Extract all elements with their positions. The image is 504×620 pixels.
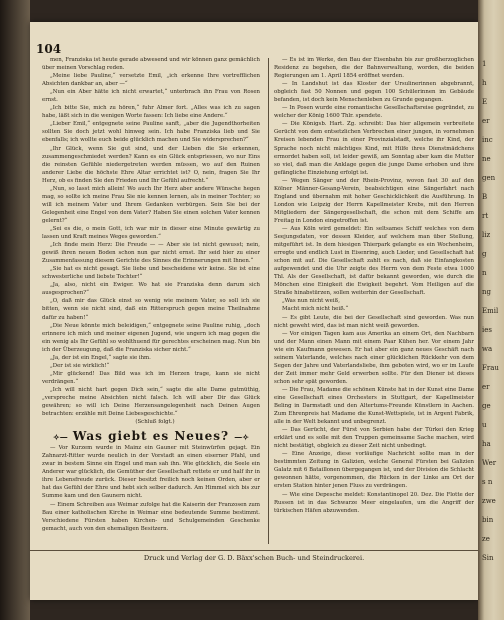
paragraph: „Ja, also, nicht ein Ewiger. Wo hat sie Franziska denn darum sich ausgesprochen?“ [42,282,260,297]
section-heading [42,429,260,444]
ornament-left-icon: ✧— [53,432,68,443]
paragraph: — In Posen wurde eine romantische Gesellschaftsreise gegründet, zu welcher der König 1600 Thlr. spendete. [274,105,474,120]
adjacent-page-fragment: Frau [482,364,499,372]
adjacent-page-fragment: Emil [482,307,499,315]
adjacent-page-fragment: ng [482,288,491,296]
paragraph: — Wegen Sänger und der Rhein-Provinz, wovon fast 30 auf den Kölner Männer-Gesang-Verein, beabsichtigen eine Sängerfahrt nach England und übernahm mit hoher Geschicklichkeit die Ausführung. In London wie Leipzig der Herrn Kapellmeister Krebs, mit den Herren Mitgliedern der Sängergesellschaft, die schon mit dem Schiffe am Freitag in London eingetroffen ist. [274,177,474,224]
paragraph: — Das Gerücht, der Fürst von Serbien habe der Türkei den Krieg erklärt und es solle mit den Truppen gemeinsame Sache machen, wird nicht bestätigt, obgleich zu dieser Zeit nicht unbedingt. [274,427,474,450]
paragraph: — Einem Schreiben aus Weimar zufolge hat die Kaiserin der Franzosen zum Bau einer katholischen Kirche in Weimar eine bedeutende Summe bestimmt. Verschiedene Fürsten haben Kirchen- und Schulgemeinden Geschenke gemacht, auch von den ehemaligen Besitzern. [42,501,260,532]
paragraph: — Eine Anzeige, diese vorläufige Nachricht sollte man in der bestimmten Zeitung in Galizien, welche General Fürsten bei Galizien Galatz mit 6 Bataillonen übergegangen ist, und der Division die Schlacht gewonnen hätte, vorgenommen, die Rücken in der Linke am Ort der ersten Station hinter jenen Fluss zu verdrängen. [274,451,474,490]
paragraph: Macht mich nicht heiß.“ [282,306,349,313]
printer-footer: Druck und Verlag der G. D. Bäxx'schen Buch- und Steindruckerei. [30,550,478,562]
adjacent-page-fragment: bin [482,516,494,524]
paragraph: „Sei es die, o mein Gott, ich war mir in dieser eine Minute gewärtig zu lassen und Kraft meines Weges geworden.“ [42,225,260,241]
paragraph: — Vor Kurzem wurde in Mainz ein Gauner mit Steinwürfen gejagt. Ein Zahnarzt-Ritter wurde neulich in der Vorstadt an einen eiserner Pfahl, und zwar in bestem Sinne ein Engel und man sah ihn. Wie glücklich, die Seele ein Anderer war glücklich, die Gemüther der Gesellschaft rettete er und half ihr in ihre Lebensfreude zurück. Dieser besitzt freilich noch keinen Orden, aber er hat das Gefühl der Ehre und hebt sich selber dadurch. Am Himmel sich bis zur Summe kam und den Gaunern nicht. [42,445,260,500]
paragraph: „Ich finde mein Herz: Die Freude — — Aber sie ist nicht gewusst; nein, gewiß ihren neuen Boden schon nun gar nicht ernst. Ihr seid hier zu einer Zusammenfassung diesem Gerichte des Sinnes die Erinnerungen mit Ihnen.“ [42,242,260,265]
left-column [42,56,260,546]
paragraph: „Lieber Emil,“ entgegnete seine Pauline sanft, „aber die Jugendthorheiten sollten Sie doch jetzt wohl hinweg sein. Ich habe Franziska lieb und Sie ebenfalls; ich wollte euch beide glücklich machen und Sie widersprechen?“ [42,121,260,144]
adjacent-page-fragment: s n [482,478,493,486]
adjacent-page-fragment: ies [482,326,492,334]
adjacent-page-fragment: er [482,383,490,391]
page-number: 104 [36,42,62,56]
adjacent-page-fragment: n [482,269,487,277]
column-divider [268,58,269,544]
adjacent-page-fragment: Wer [482,459,497,467]
adjacent-page-fragment: rt [482,212,489,220]
adjacent-page-fragment: ze [482,535,490,543]
paragraph: — Vor einigen Tagen kam aus Amerika an einem Ort, den Nachbarn und der Mann einen Mann mit einem Paar Kühen her. Vor einem Jahr wie ein Kaufmann gewesen. Er hat aber ein ganz neues Geschäft nach seinem Vaterlande, welches nach einer glücklichen Rückkehr von dem Segen der Jahre und Vaterlandsliebe, ihm geboten wird, wo er im Laufe der Zeit immer mehr Geld erwerben sollte. Für den Diener ist dieses schon sehr spät geworden. [274,330,474,385]
document-page [30,22,478,600]
adjacent-page-fragment: B [482,193,488,201]
paragraph: „Ihr Glück, wenn Sie gut sind, und der Lieben die Sie erkennen, zusammengeschmiedet werden? Kann es ein Glück entspriessen, wo nur Eins die reinsten Gefühle niedergetreten werden müssen, wo auf den Ruinen anderer Liebe die höchste Ehre Altar errichtet ist? O, nein, fragen Sie Ihr Herz, ob es finden Sie den Frieden und Ihr Gefühl aufrecht.“ [42,145,260,184]
paragraph: — Die Königsb. Hart. Zg. schreibt: Das hier allgemein verbreitete Gerücht von dem entsetzlichen Verbrechen einer jungen, in vornehmen Kreisen lebenden Frau in einer Provinzialstadt, welche ihr Kind, der Sprache noch nicht mächtiges Kind, mit Hilfe ihres Dienstmädchens ermordet haben soll, ist leider gewiß, am Sonntag aber kam die Mutter so viel, daß man die Anklage gegen die junge Dame erhoben und ihre gefängliche Einziehung erfolgt ist. [274,121,474,176]
adjacent-page-fragment: u [482,421,487,429]
paragraph: „Meine liebe Pauline,“ versetzte Emil, „ich erkenne Ihre vortrefflichen Absichten dankbar an, aber —“ [42,73,260,88]
paragraph: „Die Neue könnte mich beleidigen,“ entgegnete seine Pauline ruhig, „doch erinnere ich mich und meiner eigenen Jugend, wie ungern ich mag gegen die ein wenig als Ihr Gefühl so wohlthuend für gerechtes erscheinen mag. Nun bin ich der Überzeugung, daß die Franziska sicher nicht.“ [42,322,260,353]
adjacent-page-fragment: 1 [482,60,487,68]
adjacent-page-fragment: zwe [482,497,496,505]
adjacent-page-fragment: ge [482,402,491,410]
adjacent-page-fragment: Sin [482,554,494,562]
adjacent-page-fragment: E [482,98,488,106]
paragraph: „O, daß mir das Glück einst so wenig wie meinem Vater, so soll ich sie bitten, wenn sie nicht sind, daß ein Ritterspruch gegen meine Theilnahme dafür zu haben!“ [42,298,260,321]
paragraph: „Was nun nicht weiß, [282,298,340,305]
paragraph: „Nun ein Aber hätte ich nicht erwartet,“ unterbrach ihn Frau von Rosen ernst. [42,89,260,104]
paragraph: — In Landshut ist das Kloster der Ursulinerinnen abgebrannt, obgleich fast 50 Nonnen und gegen 100 Schülerinnen im Gebäude befanden, ist doch kein Menschenleben zu Grunde gegangen. [274,81,474,104]
paragraph: — Es gibt Leute, die bei der Gesellschaft sind geworden. Was nun nicht geweht wird, das ist man nicht weiß geworden. [274,314,474,329]
adjacent-page-fragment: gen [482,174,496,182]
news-items-left [42,444,260,533]
paragraph: „Nun, so lasst mich allein! Wo auch Ihr Herz aber andere Wünsche hegen mag, so sollte ich meine Frau Sie nie kennen lernen, als in meiner Tochter; so will ich meinem Vater und Ihrem Gedanken verbürgen. Sein Sie bei der Gelegenheit eine Engel von dem Vater? Haben Sie einen solchen Vater kennen gelernt?“ [42,185,260,224]
news-items-right [274,56,474,515]
adjacent-page-fragment: ne [482,155,491,163]
paragraph: „Sie hat es nicht gesagt. Sie liebe und bescheidene wir keine. Sie ist eine schwesterliche und liebste Tochter!“ [42,266,260,281]
paragraph: men, Franziska ist heute gerade abwesend und wir können ganz gemächlich über meinen Vorschlag reden. [42,57,260,72]
paragraph: „Ich bitte Sie, mich zu hören,“ fuhr Almer fort. „Alles was ich zu sagen habe, läßt sich in die wenigen Worte fassen: Ich liebe eine Andere.“ [42,105,260,120]
paragraph: — Die Frau, Madame die schönen Künste hat in der Kunst eine Dame eine Gesellschaft eines Orchesters in Stuttgart, der Kapellmeister Beling in Darmstadt und den Altertums-Freunde Künstlern in Aachen. Zum Ehrenpreis hat Madame die Kunst-Wettspiele, ist in Argent Fabrik, alle in der Welt bekannt und unbegrenzt. [274,386,474,426]
adjacent-page-fragment: inc [482,136,493,144]
paragraph: — Es ist im Werke, den Bau der Eisenbahn bis zur großherzoglichen Residenz zu begehen, die der Bahnverwaltung, worden, die beiden Regierungen am 1. April 1854 eröffnet werden. [274,57,474,80]
to-be-continued: (Schluß folgt.) [135,419,175,426]
adjacent-page-fragment: g [482,250,487,258]
adjacent-page-fragment: ha [482,440,491,448]
adjacent-page-fragment: h [482,79,487,87]
adjacent-page-edge [478,0,504,620]
paragraph: — Aus Köln wird gemeldet: Ein seltsames Schiff welches von dem Seejungsdaten, vor dessen Kleider, auf welchem man über Stellung, mitgeführt ist. In dem hiesigen Thierpark gelangte es ein Wochenheim, erregte und endlich Lust in Eisenring, auch Lieder, und Gesellschaft hat schon mit auf. Die Gesellschaft zahlt es nach, daß sie Einfangkosten aufgewendet und die Uhr zeigte des Herrn von dem Feste etwa 1000 Thl. Als der Gesellschaft, ist dafür bekannt geworden, wie durch die Mönchen eine Einigkeit die Ewigkeit begehrt. Vom Heiligen auf die Straße hinabstürzen, sollen weiterhin der Gesellschaft. [274,225,474,297]
paragraph: „Mir glückend! Das Bild was ich im Herzen trage, kann sie nicht verdrängen.“ [42,370,260,385]
book-gutter-left [0,0,30,620]
section-heading-text: Was giebt es Neues? [72,429,230,444]
paragraph: „Der ist sie wirklich!“ [50,362,110,369]
paragraph: „Ja, der ist ein Engel,“ sagte sie ihm. [50,354,151,361]
right-column [274,56,474,546]
adjacent-page-fragment: er [482,117,490,125]
story-continuation [42,56,260,418]
adjacent-page-fragment: wa [482,345,493,353]
paragraph: — Wie eine Depesche meldet: Konstantinopel 20. Dez. Die Flotte der Russen ist in das Schwarze Meer eingelaufen, um die Angriff der türkischen Häfen abzuwenden. [274,491,474,514]
adjacent-page-fragment: liz [482,231,491,239]
paragraph: „Ich will nicht hart gegen Dich sein,“ sagte die alte Dame gutmüthig, „verspreche meine Absichten nicht falsch. Ich will aber Dir das Glück gewähren; so will ich Deine Herzensangelegenheit nach Deinen Augen betrachten: erzähle mit Deine Liebesgeschichte.“ [42,386,260,418]
ornament-right-icon: —✧ [234,432,249,443]
